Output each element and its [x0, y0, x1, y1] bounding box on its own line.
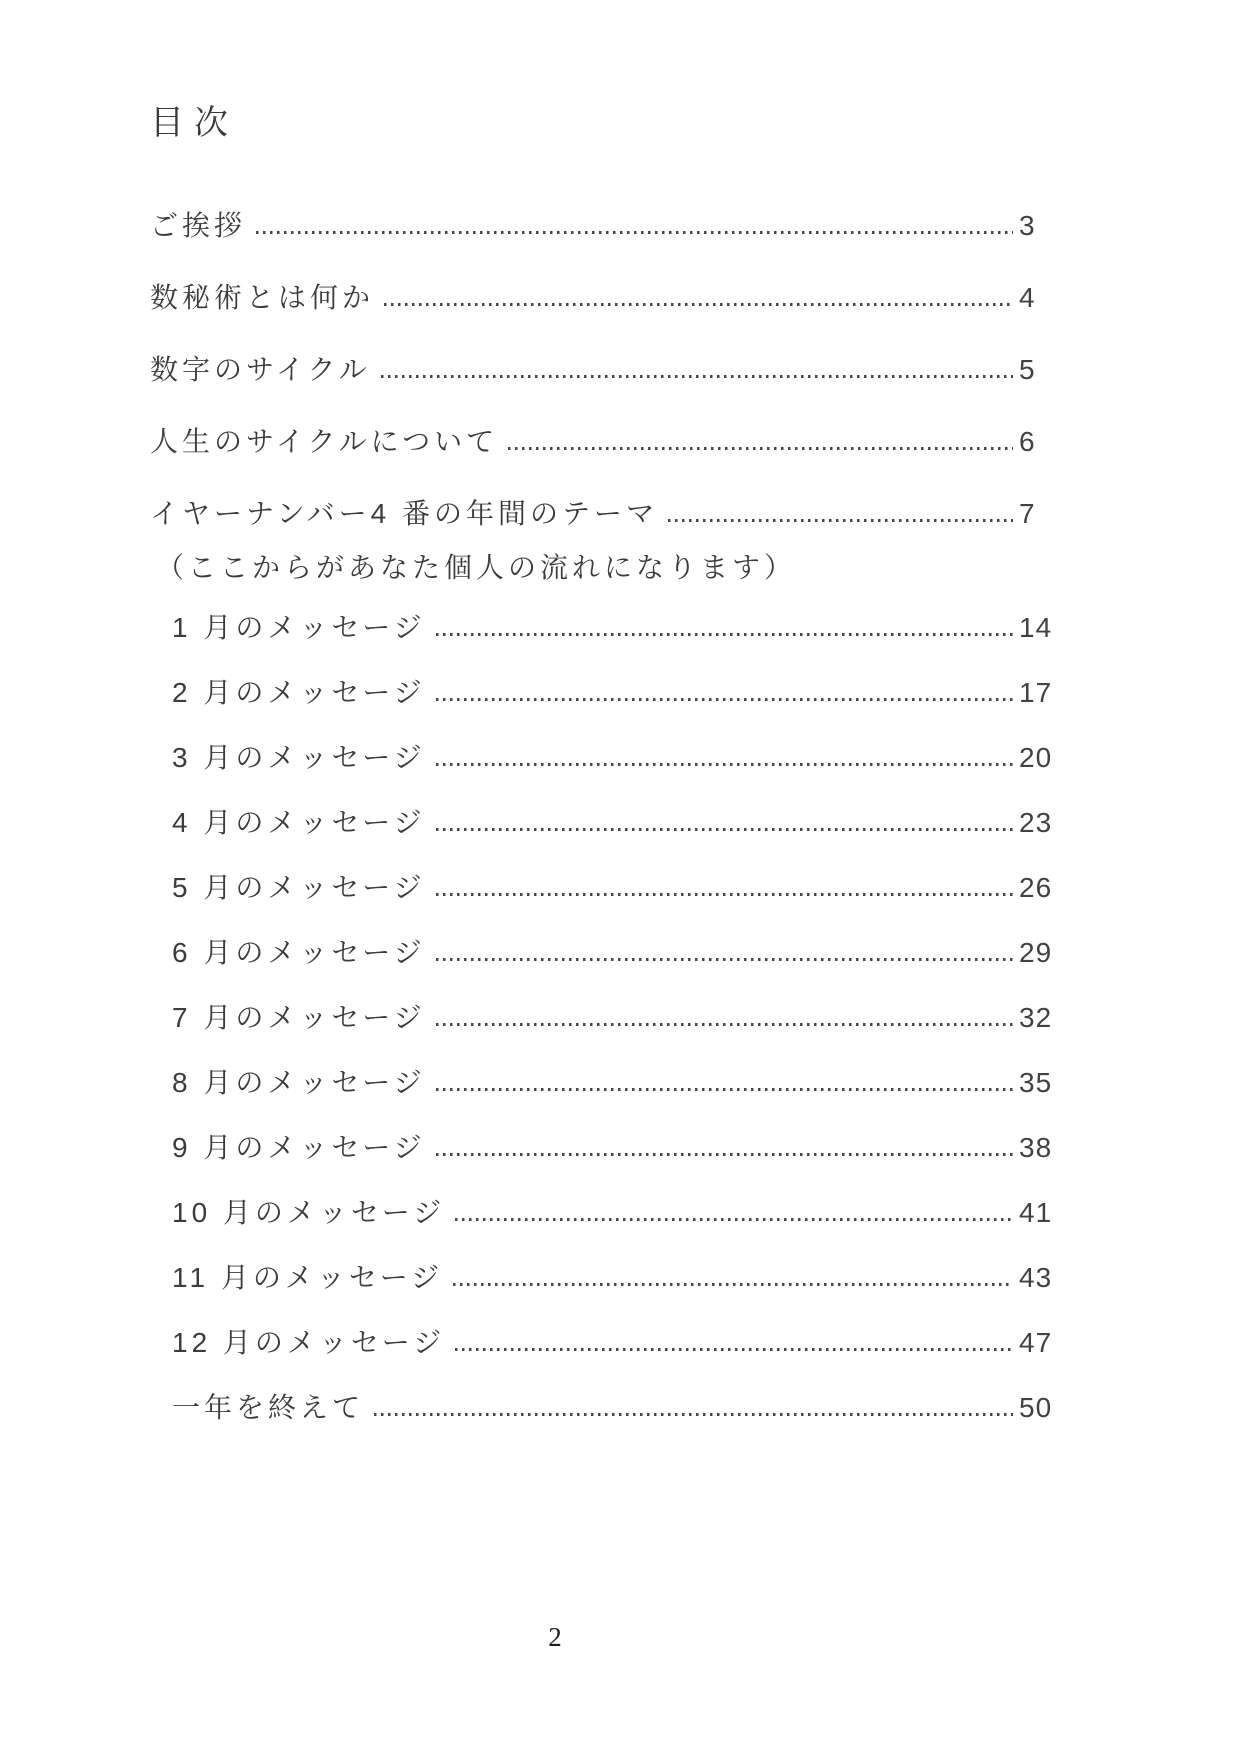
dot-leader	[436, 958, 1013, 961]
dot-leader	[455, 1218, 1013, 1221]
toc-entry-label: 3 月のメッセージ	[172, 742, 426, 773]
toc-entry-label: 数字のサイクル	[150, 354, 371, 385]
toc-entry-label: 11 月のメッセージ	[172, 1262, 444, 1293]
toc-entry-label: 1 月のメッセージ	[172, 612, 426, 643]
dot-leader	[455, 1348, 1013, 1351]
toc-entry-label: 人生のサイクルについて	[150, 426, 499, 457]
toc-entry[interactable]	[172, 1198, 1065, 1228]
dot-leader	[374, 1413, 1013, 1416]
toc-entry-page-number: 5	[1019, 354, 1036, 385]
toc-entry-page-number: 32	[1019, 1002, 1053, 1033]
toc-entry[interactable]	[172, 1328, 1065, 1358]
toc-entry-label: 4 月のメッセージ	[172, 807, 426, 838]
dot-leader	[384, 303, 1013, 306]
toc-entry[interactable]	[150, 211, 1065, 241]
toc-entry-page-number: 38	[1019, 1132, 1053, 1163]
toc-entry-page-number: 20	[1019, 742, 1053, 773]
toc-entry-label: 9 月のメッセージ	[172, 1132, 426, 1163]
footer-page-number: 2	[548, 1622, 562, 1652]
dot-leader	[436, 1023, 1013, 1026]
toc-entry-label: 8 月のメッセージ	[172, 1067, 426, 1098]
toc-entry-label: 7 月のメッセージ	[172, 1002, 426, 1033]
dot-leader	[436, 893, 1013, 896]
toc-entry[interactable]	[172, 808, 1065, 838]
toc-entry-page-number: 47	[1019, 1327, 1053, 1358]
toc-entry-label: 12 月のメッセージ	[172, 1327, 446, 1358]
toc-entry-label: 2 月のメッセージ	[172, 677, 426, 708]
toc-entry-label: 5 月のメッセージ	[172, 872, 426, 903]
toc-entry-page-number: 35	[1019, 1067, 1053, 1098]
toc-entry-page-number: 3	[1019, 210, 1036, 241]
toc-entry-page-number: 7	[1019, 498, 1036, 529]
toc-entry-page-number: 14	[1019, 612, 1053, 643]
toc-entry-page-number: 6	[1019, 426, 1036, 457]
dot-leader	[436, 763, 1013, 766]
toc-entry-page-number: 4	[1019, 282, 1036, 313]
toc-entry-page-number: 17	[1019, 677, 1053, 708]
toc-entry-page-number: 23	[1019, 807, 1053, 838]
toc-entry[interactable]	[172, 1263, 1065, 1293]
toc-list	[150, 211, 1065, 1423]
toc-entry-page-number: 26	[1019, 872, 1053, 903]
toc-entry[interactable]	[172, 1068, 1065, 1098]
toc-entry[interactable]	[172, 613, 1065, 643]
dot-leader	[668, 519, 1013, 522]
toc-entry-label: 一年を終えて	[172, 1392, 365, 1423]
toc-entry[interactable]	[172, 743, 1065, 773]
toc-entry-label: ご挨拶	[150, 210, 247, 241]
toc-entry-page-number: 43	[1019, 1262, 1053, 1293]
toc-entry[interactable]	[150, 283, 1065, 313]
toc-entry[interactable]	[172, 938, 1065, 968]
toc-entry-label: イヤーナンバー4 番の年間のテーマ	[150, 498, 658, 529]
toc-entry-page-number: 29	[1019, 937, 1053, 968]
dot-leader	[256, 231, 1013, 234]
toc-entry[interactable]	[150, 427, 1065, 457]
dot-leader	[381, 375, 1013, 378]
toc-entry-note: （ここからがあなた個人の流れになります）	[156, 552, 797, 583]
dot-leader	[436, 633, 1013, 636]
toc-entry[interactable]	[172, 1393, 1065, 1423]
toc-entry[interactable]	[172, 678, 1065, 708]
toc-entry-label: 数秘術とは何か	[150, 282, 375, 313]
toc-entry[interactable]	[172, 873, 1065, 903]
dot-leader	[453, 1283, 1013, 1286]
dot-leader	[436, 1088, 1013, 1091]
toc-entry-page-number: 41	[1019, 1197, 1053, 1228]
toc-entry[interactable]	[150, 355, 1065, 385]
dot-leader	[508, 447, 1013, 450]
toc-entry[interactable]	[172, 1003, 1065, 1033]
toc-entry-label: 6 月のメッセージ	[172, 937, 426, 968]
dot-leader	[436, 698, 1013, 701]
dot-leader	[436, 1153, 1013, 1156]
toc-entry-page-number: 50	[1019, 1392, 1053, 1423]
dot-leader	[436, 828, 1013, 831]
toc-entry[interactable]	[172, 1133, 1065, 1163]
toc-entry-label: 10 月のメッセージ	[172, 1197, 446, 1228]
toc-entry[interactable]	[150, 499, 1065, 529]
page-title: 目次	[150, 104, 238, 142]
